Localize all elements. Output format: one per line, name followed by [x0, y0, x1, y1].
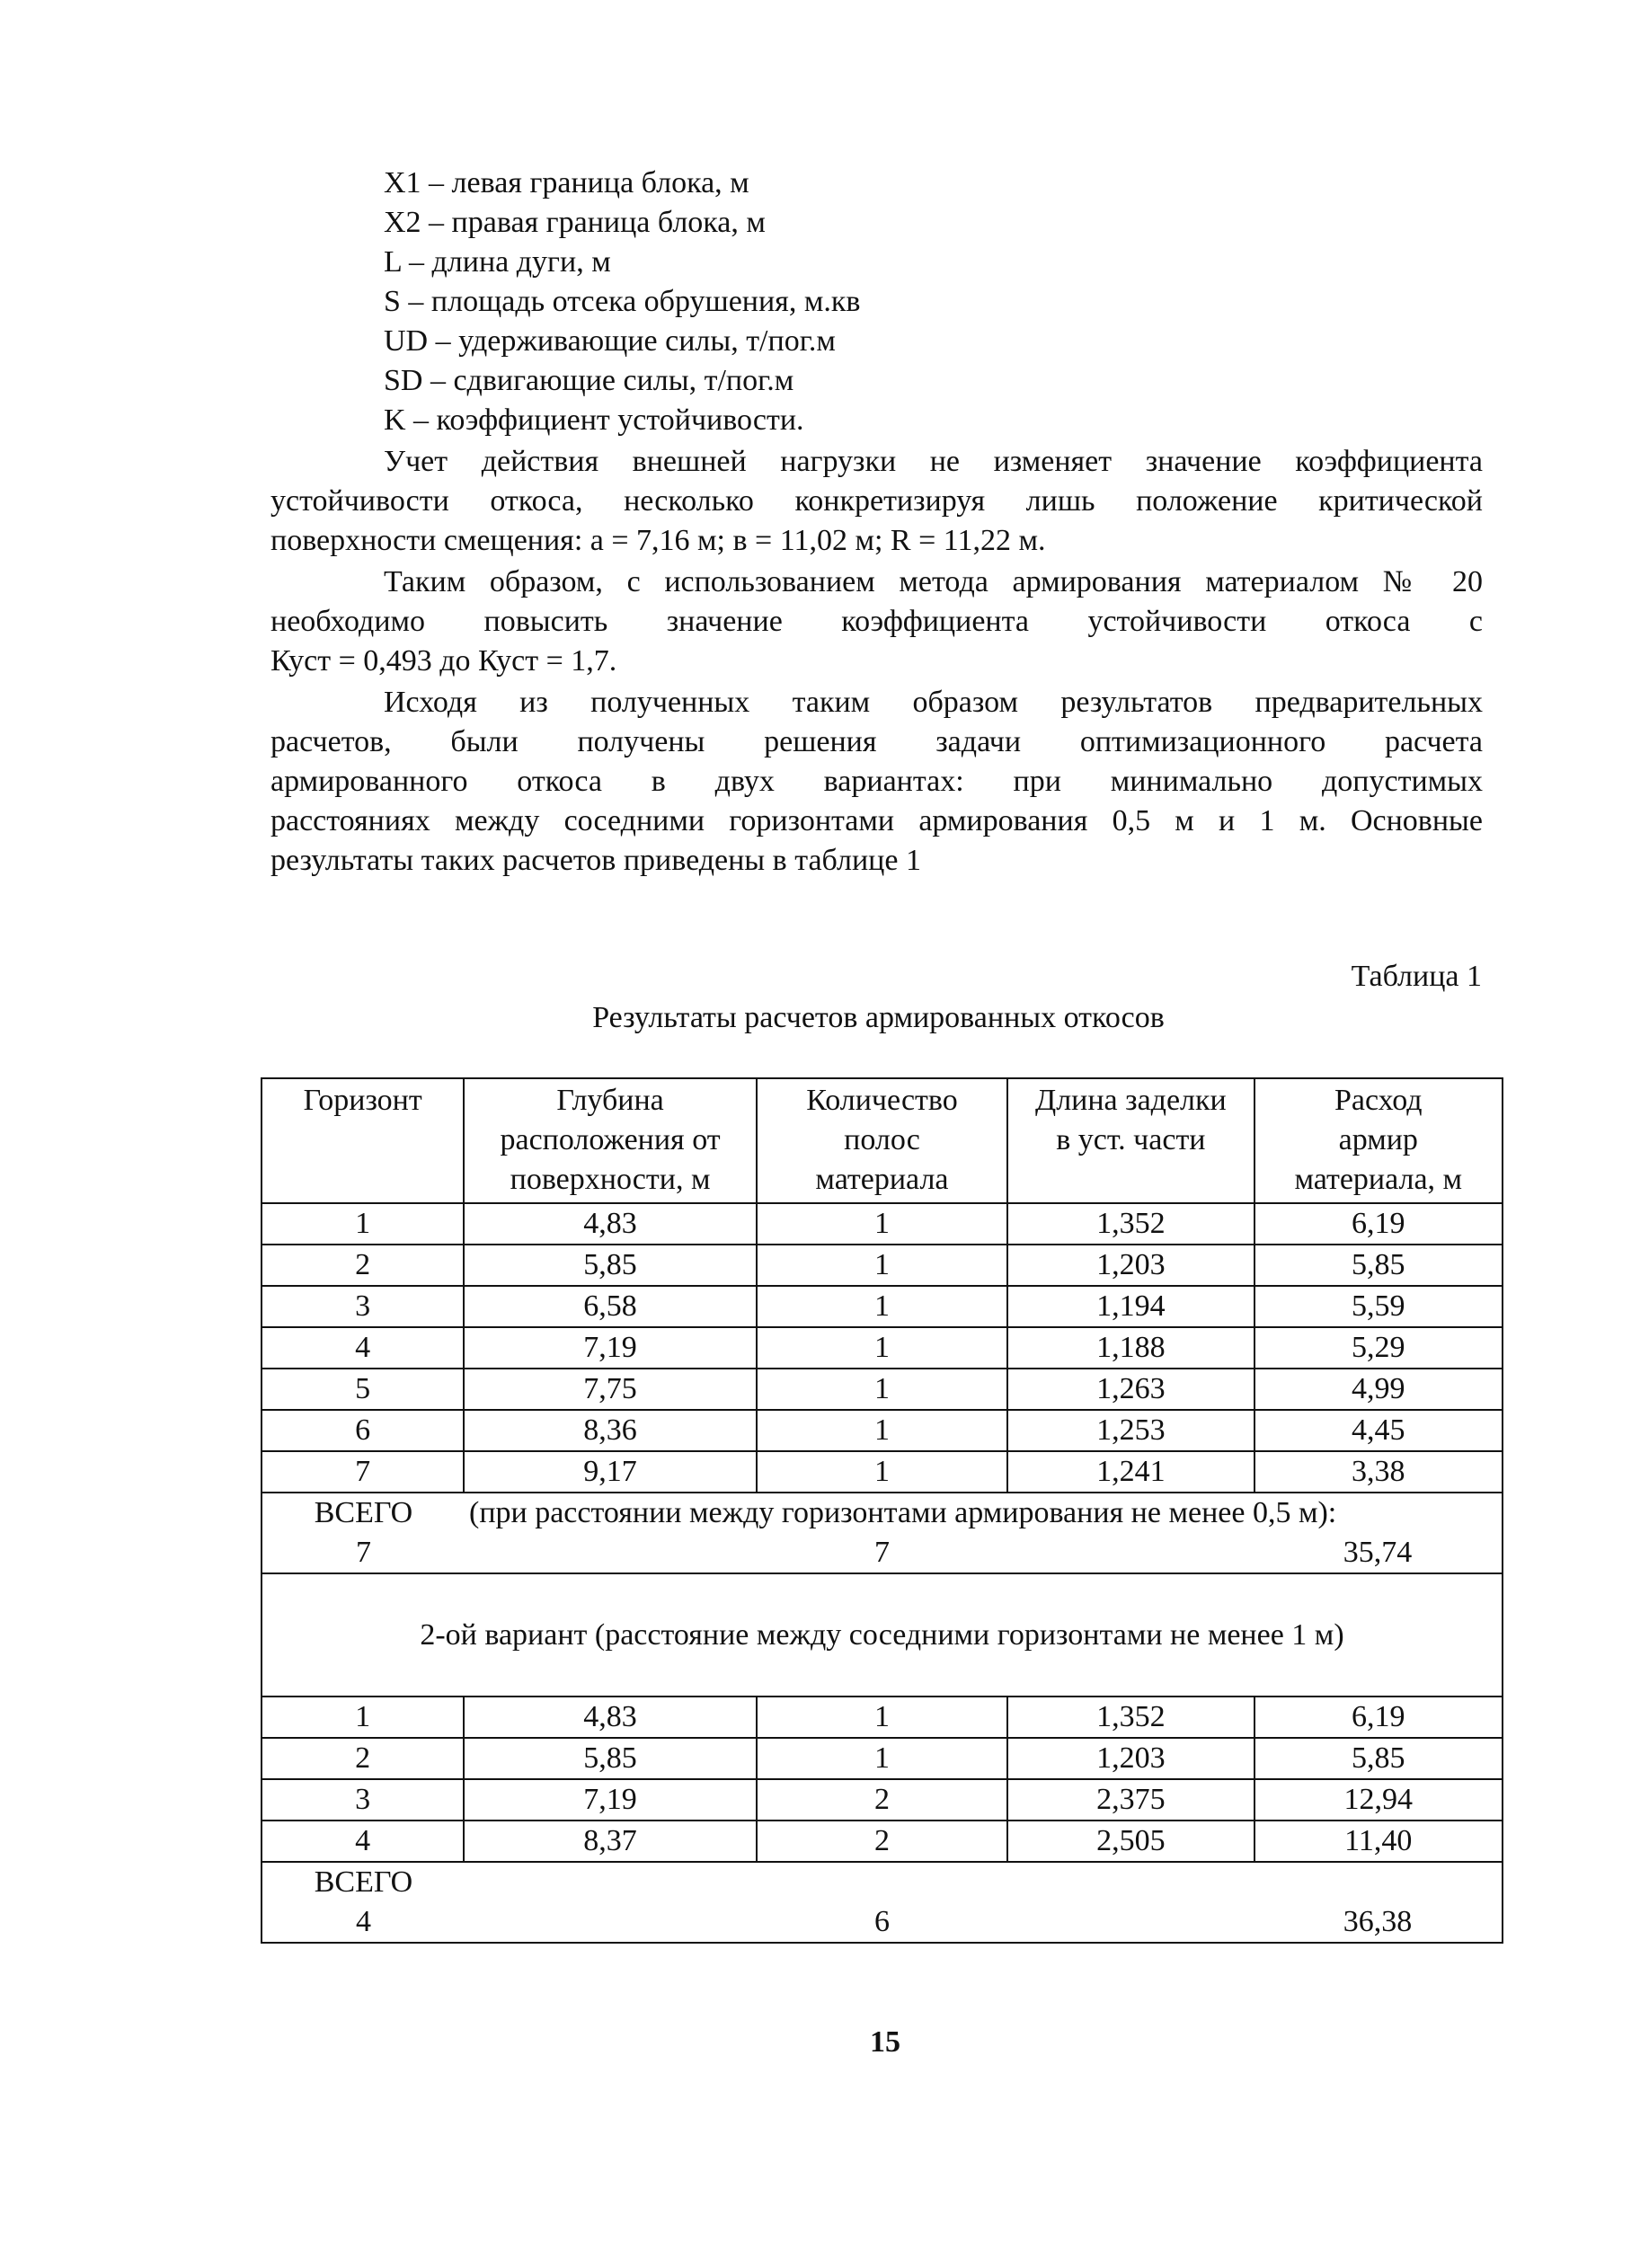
header-line: Количество — [806, 1084, 958, 1117]
table-row — [262, 1697, 1503, 1738]
table-cell: 1,253 — [1007, 1410, 1254, 1451]
results-table — [261, 1077, 1503, 1944]
table-cell: 8,36 — [464, 1410, 756, 1451]
table-cell: 2 — [262, 1245, 464, 1286]
table-header-row — [262, 1078, 1503, 1203]
table-cell: 5,85 — [464, 1245, 756, 1286]
text-line: расчетов, были получены решения задачи оптимизационного расчета — [270, 725, 1483, 758]
table-cell: 1 — [262, 1697, 464, 1738]
header-line: в уст. части — [1056, 1123, 1206, 1156]
table-row — [262, 1779, 1503, 1821]
table-row — [262, 1738, 1503, 1779]
table-row — [262, 1451, 1503, 1493]
definition-s: S – площадь отсека обрушения, м.кв — [384, 285, 861, 318]
column-header — [262, 1078, 464, 1203]
text-line: Исходя из полученных таким образом результатов предварительных — [384, 686, 1483, 719]
total-label: ВСЕГО — [314, 1496, 413, 1529]
table-row — [262, 1286, 1503, 1327]
table-cell: 1,241 — [1007, 1451, 1254, 1493]
table-cell: 4 — [262, 1327, 464, 1369]
table-cell: 6,19 — [1254, 1203, 1503, 1245]
column-header — [757, 1078, 1007, 1203]
table-row — [262, 1245, 1503, 1286]
column-header — [464, 1078, 756, 1203]
header-line: расположения от — [500, 1123, 721, 1156]
table-cell: 1 — [757, 1286, 1007, 1327]
table-cell: 3 — [262, 1779, 464, 1821]
table-cell: 1 — [757, 1203, 1007, 1245]
table-cell: 5,85 — [1254, 1738, 1503, 1779]
table-cell: 1 — [262, 1203, 464, 1245]
definition-l: L – длина дуги, м — [384, 245, 611, 279]
definition-x2: X2 – правая граница блока, м — [384, 206, 766, 239]
table-cell: 1,352 — [1007, 1697, 1254, 1738]
table-cell: 1 — [757, 1697, 1007, 1738]
table-label: Таблица 1 — [1351, 960, 1482, 993]
total-strips: 6 — [874, 1905, 890, 1938]
table-cell: 5 — [262, 1369, 464, 1410]
table-cell: 7,75 — [464, 1369, 756, 1410]
table-cell: 7,19 — [464, 1779, 756, 1821]
header-line: поверхности, м — [510, 1163, 711, 1196]
table-cell: 1 — [757, 1410, 1007, 1451]
table-row — [262, 1369, 1503, 1410]
table-cell: 1 — [757, 1738, 1007, 1779]
table-cell: 4,99 — [1254, 1369, 1503, 1410]
total-consumption: 35,74 — [1343, 1536, 1413, 1569]
total-consumption: 36,38 — [1343, 1905, 1413, 1938]
table-cell: 3 — [262, 1286, 464, 1327]
table-cell: 6,19 — [1254, 1697, 1503, 1738]
table-cell: 1,203 — [1007, 1738, 1254, 1779]
variant2-title-row — [262, 1573, 1503, 1697]
text-line: поверхности смещения: а = 7,16 м; в = 11,02 м; R = 11,22 м. — [270, 524, 1046, 557]
text-line: результаты таких расчетов приведены в таблице 1 — [270, 844, 921, 877]
total-horizons: 4 — [356, 1905, 371, 1938]
table-cell: 1 — [757, 1245, 1007, 1286]
table-cell: 2 — [757, 1779, 1007, 1821]
table-cell: 2 — [757, 1821, 1007, 1862]
table-cell: 1,352 — [1007, 1203, 1254, 1245]
total-strips: 7 — [874, 1536, 890, 1569]
table-cell: 9,17 — [464, 1451, 756, 1493]
header-line: Горизонт — [303, 1084, 422, 1117]
header-line: материала — [815, 1163, 949, 1196]
table-cell: 1,194 — [1007, 1286, 1254, 1327]
definition-k: K – коэффициент устойчивости. — [384, 403, 804, 437]
text-line: расстояниях между соседними горизонтами армирования 0,5 м и 1 м. Основные — [270, 804, 1483, 837]
table-cell: 5,29 — [1254, 1327, 1503, 1369]
table-cell: 4 — [262, 1821, 464, 1862]
table-cell: 2,375 — [1007, 1779, 1254, 1821]
table-cell: 5,85 — [1254, 1245, 1503, 1286]
total-label: ВСЕГО — [314, 1865, 413, 1899]
text-line: необходимо повысить значение коэффициента устойчивости откоса с — [270, 605, 1483, 638]
variant2-total-row — [262, 1862, 1503, 1943]
variant2-title: 2-ой вариант (расстояние между соседними горизонтами не менее 1 м) — [262, 1573, 1503, 1697]
definition-sd: SD – сдвигающие силы, т/пог.м — [384, 364, 794, 397]
header-line: материала, м — [1294, 1163, 1463, 1196]
table-cell: 1 — [757, 1327, 1007, 1369]
definition-x1: X1 – левая граница блока, м — [384, 166, 749, 199]
definition-ud: UD – удерживающие силы, т/пог.м — [384, 324, 836, 358]
table-row — [262, 1821, 1503, 1862]
column-header — [1007, 1078, 1254, 1203]
table-cell: 1,188 — [1007, 1327, 1254, 1369]
total-horizons: 7 — [356, 1536, 371, 1569]
header-line: Длина заделки — [1035, 1084, 1227, 1117]
total-note: (при расстоянии между горизонтами армирования не менее 0,5 м): — [469, 1496, 1337, 1529]
text-line: устойчивости откоса, несколько конкретизируя лишь положение критической — [270, 484, 1483, 518]
table-row — [262, 1410, 1503, 1451]
table-cell: 1,203 — [1007, 1245, 1254, 1286]
table-cell: 4,83 — [464, 1203, 756, 1245]
variant1-total-row — [262, 1493, 1503, 1573]
text-line: армированного откоса в двух вариантах: при минимально допустимых — [270, 765, 1483, 798]
table-cell: 1,263 — [1007, 1369, 1254, 1410]
table-caption: Результаты расчетов армированных откосов — [592, 1001, 1165, 1034]
table-cell: 1 — [757, 1451, 1007, 1493]
header-line: полос — [844, 1123, 920, 1156]
text-line: Таким образом, с использованием метода армирования материалом № 20 — [384, 565, 1483, 598]
header-line: Расход — [1334, 1084, 1423, 1117]
text-line: Учет действия внешней нагрузки не изменяет значение коэффициента — [384, 445, 1483, 478]
header-line: Глубина — [556, 1084, 664, 1117]
table-cell: 3,38 — [1254, 1451, 1503, 1493]
table-cell: 2,505 — [1007, 1821, 1254, 1862]
table-cell: 5,85 — [464, 1738, 756, 1779]
table-cell: 6 — [262, 1410, 464, 1451]
table-cell: 2 — [262, 1738, 464, 1779]
table-cell: 4,83 — [464, 1697, 756, 1738]
table-row — [262, 1327, 1503, 1369]
table-cell: 11,40 — [1254, 1821, 1503, 1862]
table-cell: 7 — [262, 1451, 464, 1493]
text-line: Куст = 0,493 до Куст = 1,7. — [270, 644, 617, 678]
table-cell: 5,59 — [1254, 1286, 1503, 1327]
header-line: армир — [1338, 1123, 1418, 1156]
table-cell: 8,37 — [464, 1821, 756, 1862]
page-number: 15 — [870, 2025, 900, 2059]
table-cell: 7,19 — [464, 1327, 756, 1369]
table-cell: 4,45 — [1254, 1410, 1503, 1451]
column-header — [1254, 1078, 1503, 1203]
table-cell: 6,58 — [464, 1286, 756, 1327]
table-cell: 12,94 — [1254, 1779, 1503, 1821]
table-cell: 1 — [757, 1369, 1007, 1410]
table-row — [262, 1203, 1503, 1245]
